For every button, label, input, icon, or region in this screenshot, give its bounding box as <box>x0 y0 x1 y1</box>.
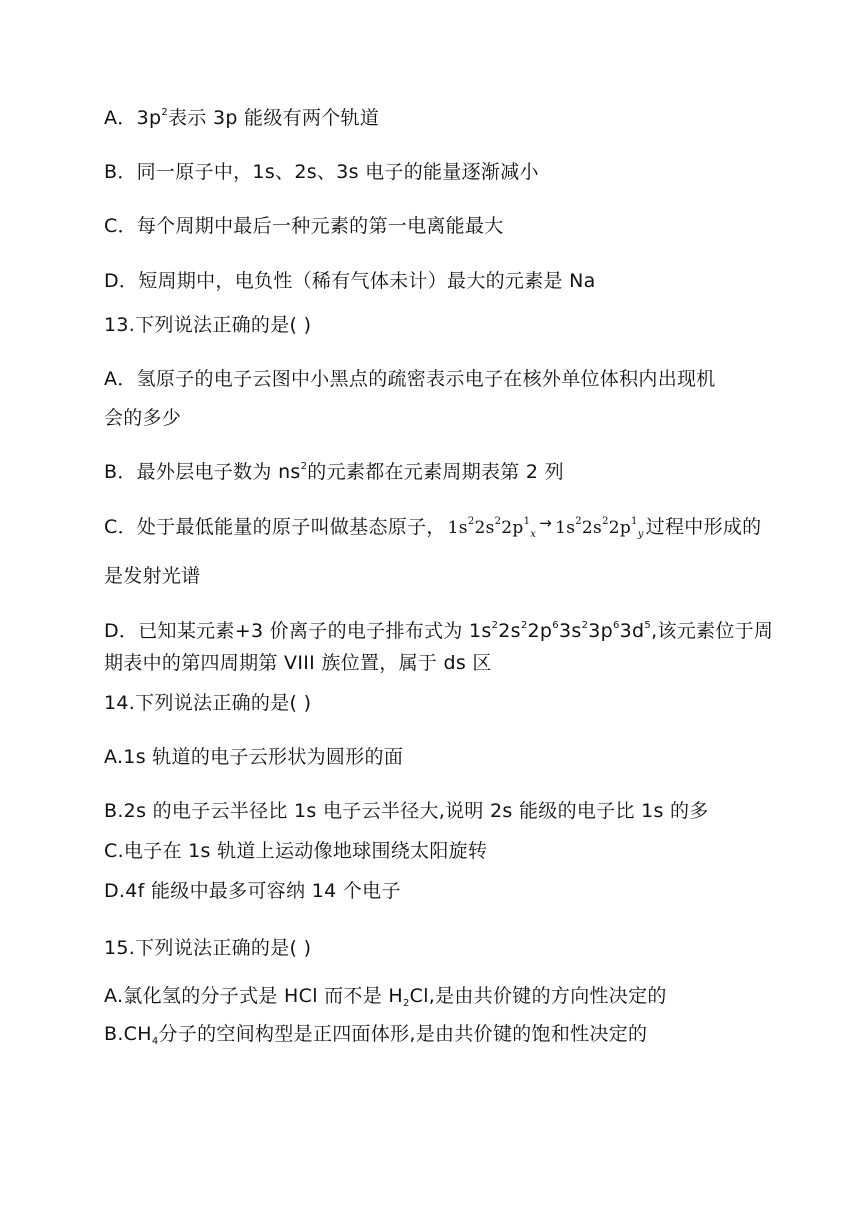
option-15-a <box>104 983 667 1009</box>
formula-term: 3p <box>588 620 613 642</box>
option-12-a <box>104 105 379 131</box>
option-text: ,该元素位于周 <box>651 620 774 642</box>
option-14-c: C.电子在 1s 轨道上运动像地球围绕太阳旋转 <box>104 840 488 862</box>
option-12-d: D．短周期中，电负性（稀有气体未计）最大的元素是 Na <box>104 270 596 292</box>
superscript: 2 <box>491 620 499 631</box>
option-text: B.CH <box>104 1023 152 1045</box>
subscript: y <box>637 529 644 540</box>
superscript: 2 <box>575 516 582 527</box>
option-13-d-line2: 期表中的第四周期第 VIII 族位置，属于 ds 区 <box>104 652 492 674</box>
formula-term: 2p <box>608 518 632 538</box>
option-13-c-line1 <box>104 514 761 541</box>
option-14-a: A.1s 轨道的电子云形状为圆形的面 <box>104 746 404 768</box>
option-text: 的元素都在元素周期表第 2 列 <box>307 461 564 483</box>
subscript: x <box>530 529 537 540</box>
option-13-c-line2: 是发射光谱 <box>104 565 201 587</box>
superscript: 6 <box>612 620 620 631</box>
orbital-formula-before <box>448 515 537 541</box>
option-13-b <box>104 459 564 485</box>
superscript: 2 <box>602 516 609 527</box>
option-text: 表示 3p 能级有两个轨道 <box>168 107 380 129</box>
formula-term: 2s <box>474 518 495 538</box>
option-13-a-line1: A．氢原子的电子云图中小黑点的疏密表示电子在核外单位体积内出现机 <box>104 368 716 390</box>
option-text: 分子的空间构型是正四面体形,是由共价键的饱和性决定的 <box>158 1023 648 1045</box>
formula-term: 1s <box>447 518 468 538</box>
superscript: 1 <box>523 516 531 527</box>
option-text: B．最外层电子数为 ns <box>104 461 301 483</box>
superscript: 5 <box>644 620 652 631</box>
option-text: 过程中形成的 <box>645 516 762 538</box>
orbital-formula-after <box>555 515 644 541</box>
arrow-icon: → <box>539 514 553 532</box>
formula-term: 2p <box>527 620 553 642</box>
superscript: 2 <box>494 516 502 527</box>
question-15-stem: 15.下列说法正确的是( ) <box>104 937 312 959</box>
option-text: Cl,是由共价键的方向性决定的 <box>409 985 667 1007</box>
option-13-a-line2: 会的多少 <box>104 407 182 429</box>
superscript: 2 <box>467 516 475 527</box>
superscript: 1 <box>631 516 638 527</box>
question-13-stem: 13.下列说法正确的是( ) <box>104 314 312 336</box>
option-12-c: C．每个周期中最后一种元素的第一电离能最大 <box>104 215 504 237</box>
subscript: 2 <box>402 998 410 1009</box>
formula-term: 2s <box>581 518 603 538</box>
option-text: D．已知某元素+3 价离子的电子排布式为 1s <box>104 620 492 642</box>
formula-term: 2p <box>501 518 524 538</box>
option-14-b: B.2s 的电子云半径比 1s 电子云半径大,说明 2s 能级的电子比 1s 的多 <box>104 800 709 822</box>
formula-term: 1s <box>555 518 576 538</box>
question-14-stem: 14.下列说法正确的是( ) <box>104 692 312 714</box>
option-text: A．3p <box>104 107 162 129</box>
superscript: 2 <box>300 461 308 472</box>
superscript: 2 <box>161 107 169 118</box>
formula-term: 3d <box>619 620 645 642</box>
superscript: 6 <box>552 620 559 631</box>
option-13-d-line1 <box>104 618 773 644</box>
option-text: C．处于最低能量的原子叫做基态原子， <box>104 516 446 538</box>
subscript: 4 <box>151 1036 159 1047</box>
option-text: A.氯化氢的分子式是 HCl 而不是 H <box>104 985 403 1007</box>
formula-term: 2s <box>498 620 521 642</box>
option-12-b: B．同一原子中，1s、2s、3s 电子的能量逐渐减小 <box>104 161 539 183</box>
option-15-b <box>104 1021 647 1047</box>
superscript: 2 <box>581 620 589 631</box>
formula-term: 3s <box>558 620 582 642</box>
superscript: 2 <box>520 620 528 631</box>
option-14-d: D.4f 能级中最多可容纳 14 个电子 <box>104 880 401 902</box>
